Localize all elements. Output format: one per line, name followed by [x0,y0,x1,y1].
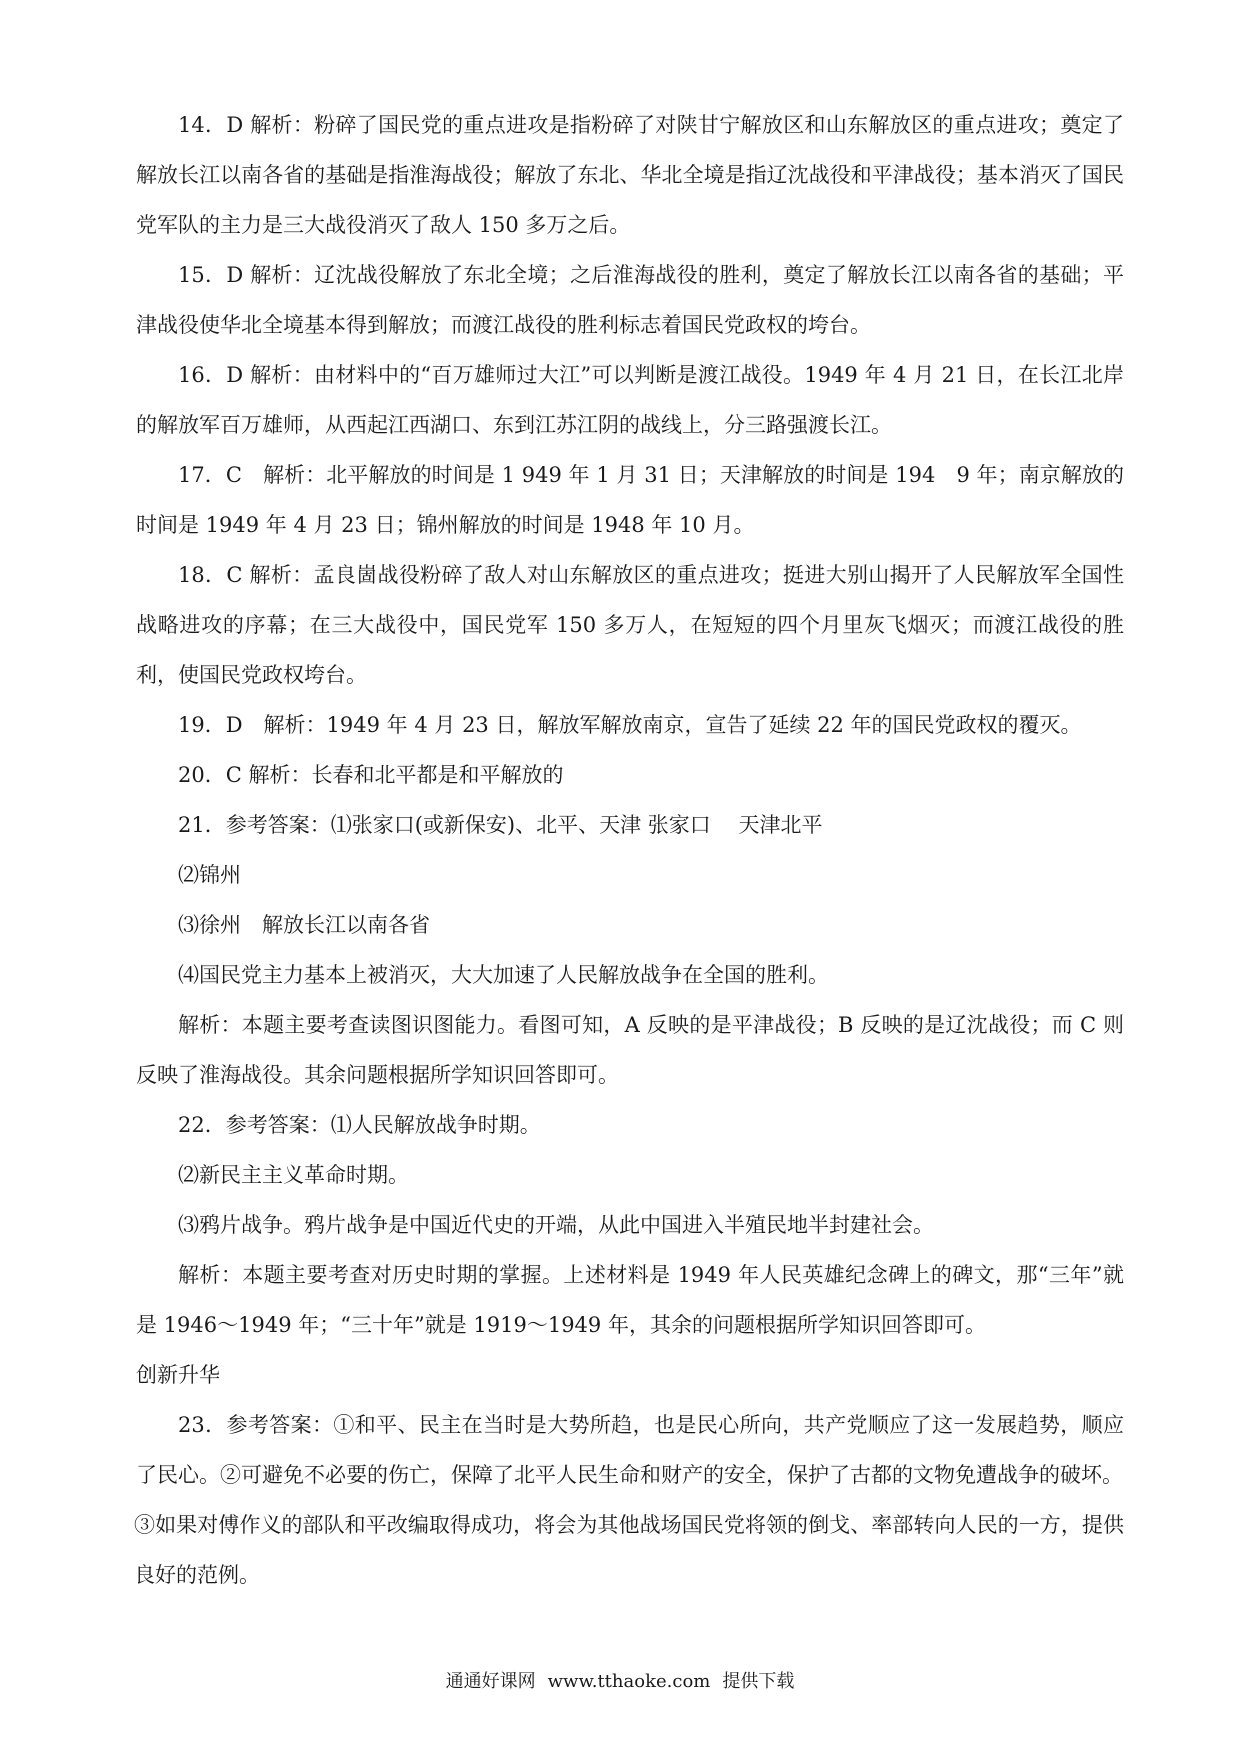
answer-16: 16．D 解析：由材料中的“百万雄师过大江”可以判断是渡江战役。1949 年 4 月 21 日，在长江北岸的解放军百万雄师，从西起江西湖口、东到江苏江阴的战线上，分三路强渡长江。 [136,363,1124,437]
answer-21-part-2: ⑵锦州 [178,863,241,887]
footer-suffix: 提供下载 [722,1671,795,1692]
answer-21-analysis: 解析：本题主要考查读图识图能力。看图可知，A 反映的是平津战役；B 反映的是辽沈战役；而 C 则反映了淮海战役。其余问题根据所学知识回答即可。 [136,1013,1124,1087]
answer-23-part-3: ③如果对傅作义的部队和平改编取得成功，将会为其他战场国民党将领的倒戈、率部转向人民的一方，提供良好的范例。 [134,1513,1124,1587]
answer-14: 14．D 解析：粉碎了国民党的重点进攻是指粉碎了对陕甘宁解放区和山东解放区的重点进攻；奠定了解放长江以南各省的基础是指淮海战役；解放了东北、华北全境是指辽沈战役和平津战役；基本消灭了国民党军队的主力是三大战役消灭了敌人 150 多万之后。 [136,113,1124,237]
footer-url[interactable]: www.tthaoke.com [547,1671,711,1692]
page-footer [0,1668,1240,1696]
answer-21-part-3: ⑶徐州 解放长江以南各省 [178,913,430,937]
answer-15: 15．D 解析：辽沈战役解放了东北全境；之后淮海战役的胜利，奠定了解放长江以南各省的基础；平津战役使华北全境基本得到解放；而渡江战役的胜利标志着国民党政权的垮台。 [136,263,1124,337]
footer-site-name: 通通好课网 [445,1671,536,1692]
answer-21: 21．参考答案：⑴张家口(或新保安)、北平、天津 张家口 天津北平 [178,813,823,837]
answer-21-part-4: ⑷国民党主力基本上被消灭，大大加速了人民解放战争在全国的胜利。 [178,963,829,987]
section-heading: 创新升华 [136,1363,220,1387]
answer-23: 23．参考答案：①和平、民主在当时是大势所趋，也是民心所向，共产党顺应了这一发展趋势，顺应了民心。②可避免不必要的伤亡，保障了北平人民生命和财产的安全，保护了古都的文物免遭战争的破坏。 [136,1413,1124,1487]
answer-22-part-3: ⑶鸦片战争。鸦片战争是中国近代史的开端，从此中国进入半殖民地半封建社会。 [178,1213,934,1237]
answer-22-analysis: 解析：本题主要考查对历史时期的掌握。上述材料是 1949 年人民英雄纪念碑上的碑文，那“三年”就是 1946～1949 年；“三十年”就是 1919～1949 年，其余的问题根据所学知识回答即可。 [136,1263,1124,1337]
answer-content [136,100,1124,1600]
answer-22-part-2: ⑵新民主主义革命时期。 [178,1163,409,1187]
answer-18: 18．C 解析：孟良崮战役粉碎了敌人对山东解放区的重点进攻；挺进大别山揭开了人民解放军全国性战略进攻的序幕；在三大战役中，国民党军 150 多万人，在短短的四个月里灰飞烟灭；而渡江战役的胜利，使国民党政权垮台。 [136,563,1124,687]
answer-22: 22．参考答案：⑴人民解放战争时期。 [178,1113,541,1137]
answer-20: 20．C 解析：长春和北平都是和平解放的 [178,763,564,787]
answer-17: 17．C 解析：北平解放的时间是 1 949 年 1 月 31 日；天津解放的时间是 194 9 年；南京解放的时间是 1949 年 4 月 23 日；锦州解放的时间是 1948 年 10 月。 [136,463,1124,537]
answer-19: 19．D 解析：1949 年 4 月 23 日，解放军解放南京，宣告了延续 22 年的国民党政权的覆灭。 [178,713,1082,737]
